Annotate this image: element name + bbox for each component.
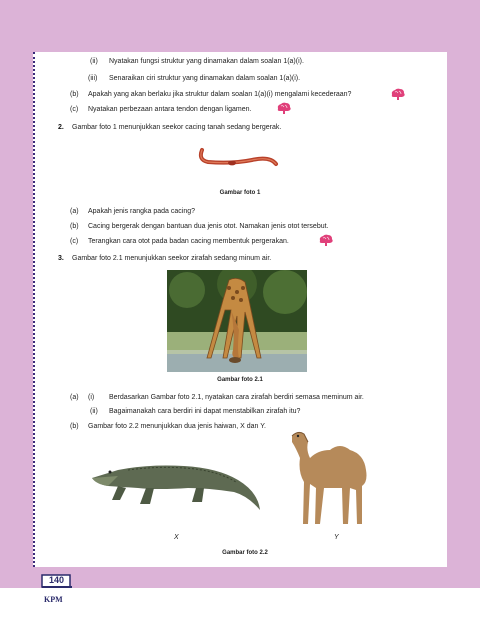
figure-caption: Gambar foto 2.1 <box>217 377 263 383</box>
margin-dotted-line <box>33 52 35 567</box>
item-number: (b) <box>70 423 79 430</box>
question-text: Gambar foto 1 menunjukkan seekor cacing tanah sedang bergerak. <box>72 124 282 131</box>
question-text: Terangkan cara otot pada badan cacing membentuk pergerakan. <box>88 238 289 245</box>
brain-icon <box>276 102 292 114</box>
question-number: 2. <box>58 124 64 131</box>
label-y: Y <box>334 534 339 541</box>
question-text: Nyatakan fungsi struktur yang dinamakan dalam soalan 1(a)(i). <box>109 58 304 65</box>
question-text: Apakah yang akan berlaku jika struktur dalam soalan 1(a)(i) mengalami kecederaan? <box>88 91 352 98</box>
item-number: (ii) <box>90 408 98 415</box>
brain-icon <box>390 88 406 100</box>
item-subnumber: (i) <box>88 394 95 401</box>
question-text: Nyatakan perbezaan antara tendon dengan ligamen. <box>88 106 252 113</box>
question-text: Gambar foto 2.1 menunjukkan seekor zirafah sedang minum air. <box>72 255 272 262</box>
question-number: 3. <box>58 255 64 262</box>
item-number: (c) <box>70 238 79 245</box>
camel-photo <box>284 428 376 532</box>
giraffe-photo <box>167 270 307 372</box>
question-text: Bagaimanakah cara berdiri ini dapat menstabilkan zirafah itu? <box>109 408 301 415</box>
page-number: 140 <box>49 575 65 585</box>
item-number: (iii) <box>88 75 98 82</box>
question-text: Apakah jenis rangka pada cacing? <box>88 208 196 215</box>
figure-caption: Gambar foto 2.2 <box>222 550 268 556</box>
crocodile-photo <box>88 448 264 518</box>
item-number: (ii) <box>90 58 98 65</box>
figure-caption: Gambar foto 1 <box>219 190 261 196</box>
item-number: (b) <box>70 223 79 230</box>
question-text: Berdasarkan Gambar foto 2.1, nyatakan cara zirafah berdiri semasa meminum air. <box>109 394 364 401</box>
question-text: Cacing bergerak dengan bantuan dua jenis otot. Namakan jenis otot tersebut. <box>88 223 329 230</box>
label-x: X <box>174 534 179 541</box>
item-number: (a) <box>70 208 79 215</box>
publisher-logo: KPM <box>44 595 63 604</box>
earthworm-photo <box>192 138 280 178</box>
item-number: (b) <box>70 91 79 98</box>
question-text: Gambar foto 2.2 menunjukkan dua jenis haiwan, X dan Y. <box>88 423 266 430</box>
item-number: (c) <box>70 106 79 113</box>
question-text: Senaraikan ciri struktur yang dinamakan dalam soalan 1(a)(i). <box>109 75 301 82</box>
item-number: (a) <box>70 394 79 401</box>
brain-icon <box>318 234 334 246</box>
